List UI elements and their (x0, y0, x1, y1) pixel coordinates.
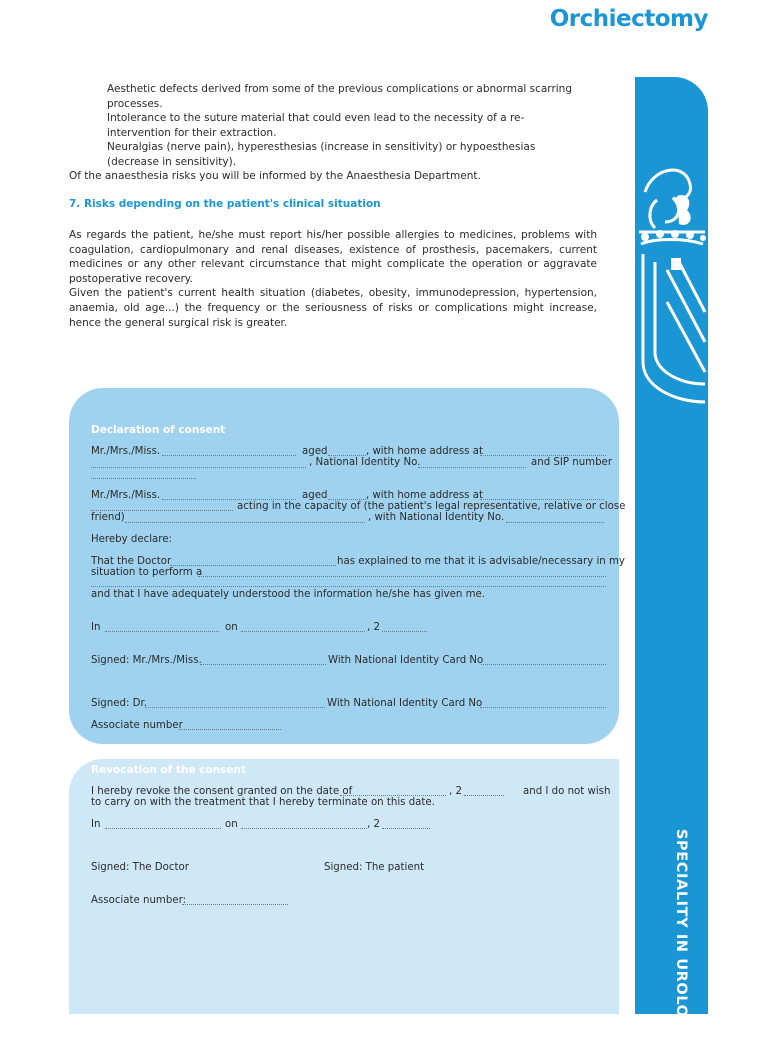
acting-label: acting in the capacity of (the patient's legal representative, relative or close (237, 501, 626, 512)
associate-label-2: Associate number: (91, 895, 187, 906)
sip-label: and SIP number (531, 457, 613, 468)
revoke-place-field[interactable] (105, 828, 221, 829)
sidebar-band (635, 77, 708, 1041)
national-id-field[interactable] (418, 467, 526, 468)
associate-field-2[interactable] (182, 904, 288, 905)
doctor-field[interactable] (170, 565, 336, 566)
year-label: , 2 (367, 622, 380, 633)
list-item: Aesthetic defects derived from some of the previous complications or abnormal scarring processes. (107, 83, 572, 110)
list-item: Neuralgias (nerve pain), hyperesthesias (increase in sensitivity) or hypoesthesias (decrease in sensitivity). (107, 141, 536, 168)
not-wish-text: and I do not wish (523, 786, 611, 797)
address-label-2: , with home address at (366, 490, 483, 501)
associate-field[interactable] (179, 729, 281, 730)
card-label: With National Identity Card No (328, 655, 484, 666)
revoke-year-label: , 2 (449, 786, 462, 797)
revoke-date-field-2[interactable] (241, 828, 367, 829)
card-label-2: With National Identity Card No (327, 698, 483, 709)
section-body (69, 228, 597, 330)
aged-label-2: aged (302, 490, 328, 501)
intro-list (107, 82, 582, 170)
national-id-label-2: , with National Identity No. (368, 512, 505, 523)
paragraph: As regards the patient, he/she must report his/her possible allergies to medicines, problems with coagulation, cardiopulmonary and renal diseases, existence of prosthesis, pacemakers, current medicines or any other relevant circumstance that might complicate the operation or aggravate postoperative recovery. (69, 229, 597, 285)
terminate-text: to carry on with the treatment that I hereby terminate on this date. (91, 797, 435, 808)
anaesthesia-note: Of the anaesthesia risks you will be informed by the Anaesthesia Department. (69, 170, 481, 182)
document-title: Orchiectomy (549, 6, 708, 32)
signed-patient-label-2: Signed: The patient (324, 862, 425, 873)
associate-label: Associate number (91, 720, 183, 731)
consent-form (69, 388, 626, 744)
list-item: Intolerance to the suture material that could even lead to the necessity of a re-intervention for their extraction. (107, 112, 525, 139)
address-field-cont[interactable] (91, 467, 306, 468)
address-label: , with home address at (366, 446, 483, 457)
understood-text: and that I have adequately understood the information he/she has given me. (91, 589, 486, 600)
aged-label: aged (302, 446, 328, 457)
revoke-year-field[interactable] (464, 795, 504, 796)
coat-of-arms-logo-icon (635, 162, 708, 492)
revocation-form (69, 759, 619, 1014)
age-field-2[interactable] (328, 499, 366, 500)
address-field[interactable] (480, 455, 606, 456)
date-field[interactable] (241, 631, 365, 632)
name-label: Mr./Mrs./Miss. (91, 446, 161, 457)
doctor-signature-field[interactable] (145, 707, 325, 708)
name-field[interactable] (162, 455, 296, 456)
revocation-heading: Revocation of the consent (91, 764, 247, 776)
national-id-field-2[interactable] (506, 522, 604, 523)
explained-text: has explained to me that it is advisable/necessary in my (337, 556, 625, 567)
doctor-card-field[interactable] (480, 707, 606, 708)
age-field[interactable] (328, 455, 366, 456)
signed-doctor-label: Signed: The Doctor (91, 862, 189, 873)
sip-field[interactable] (91, 478, 196, 479)
friend-label: friend) (91, 512, 125, 523)
on-label: on (225, 622, 238, 633)
patient-signature-field[interactable] (200, 664, 326, 665)
patient-card-field[interactable] (481, 664, 606, 665)
procedure-field-cont[interactable] (91, 586, 606, 587)
national-id-label: , National Identity No. (309, 457, 421, 468)
place-field[interactable] (105, 631, 219, 632)
revoke-date-field[interactable] (340, 795, 446, 796)
procedure-field[interactable] (198, 576, 606, 577)
revoke-year-label-2: , 2 (367, 819, 380, 830)
hereby-declare: Hereby declare: (91, 534, 172, 545)
year-field[interactable] (382, 631, 427, 632)
sidebar-label: SPECIALITY IN UROLOGY (673, 829, 689, 1041)
address-field-2-cont[interactable] (91, 510, 233, 511)
consent-heading: Declaration of consent (91, 424, 226, 436)
name-label-2: Mr./Mrs./Miss. (91, 490, 161, 501)
representative-field[interactable] (125, 522, 365, 523)
signed-patient-label: Signed: Mr./Mrs./Miss. (91, 655, 202, 666)
section-heading: 7. Risks depending on the patient's clinical situation (69, 198, 381, 210)
situation-label: situation to perform a (91, 567, 203, 578)
name-field-2[interactable] (162, 499, 296, 500)
revoke-on-label: on (225, 819, 238, 830)
doctor-label: That the Doctor (91, 556, 172, 567)
revoke-year-field-2[interactable] (382, 828, 430, 829)
in-label: In (91, 622, 101, 633)
revoke-in-label: In (91, 819, 101, 830)
revoke-text: I hereby revoke the consent granted on the date of (91, 786, 353, 797)
signed-dr-label: Signed: Dr. (91, 698, 147, 709)
address-field-2[interactable] (480, 499, 604, 500)
paragraph: Given the patient's current health situation (diabetes, obesity, immunodepression, hypertension, anaemia, old age...) the frequency or the seriousness of risks or complications might increase, hence the general surgical risk is greater. (69, 287, 597, 329)
